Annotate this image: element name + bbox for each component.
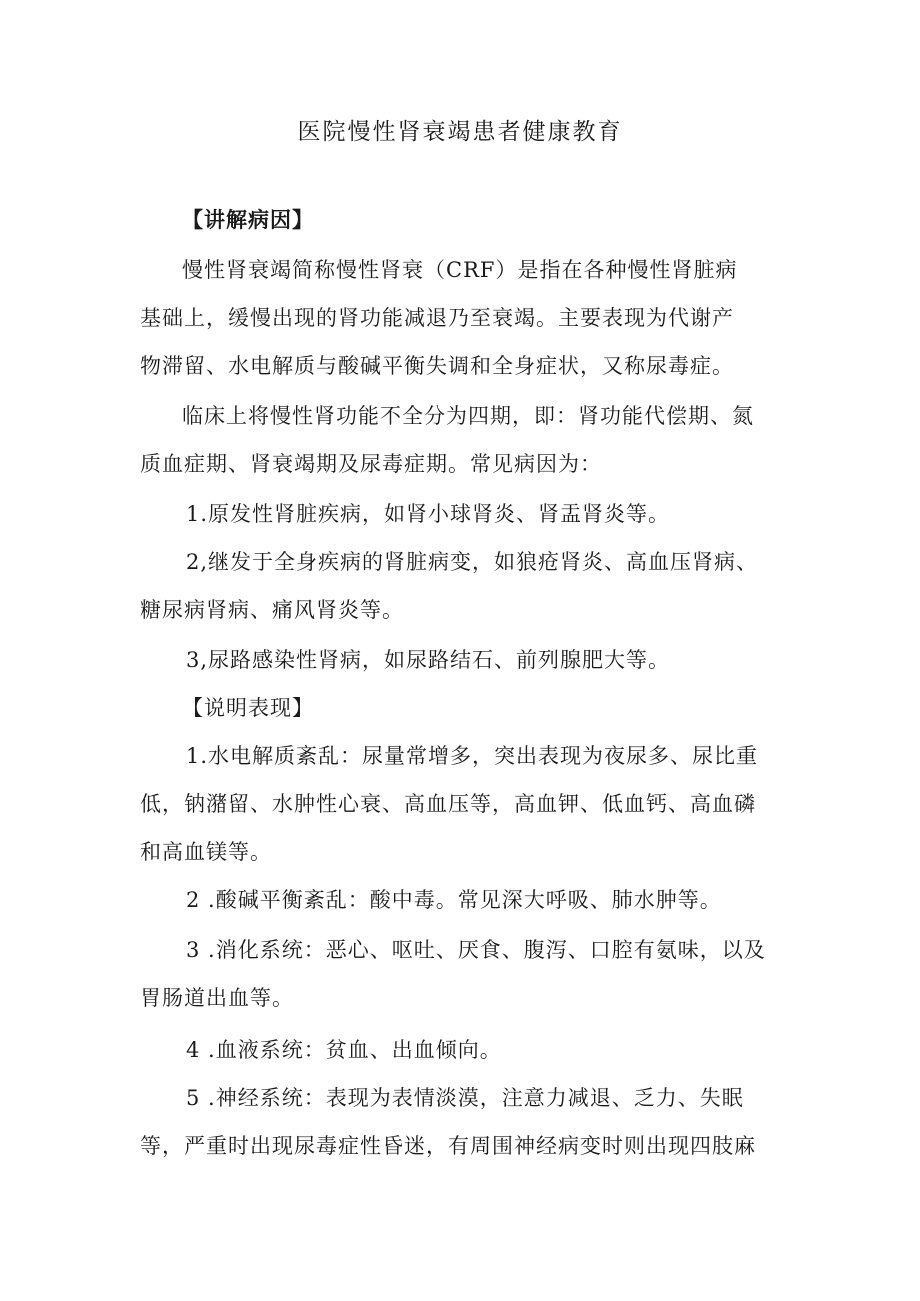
list-item-continuation: 糖尿病肾病、痛风肾炎等。	[140, 598, 404, 622]
list-item: 2 .酸碱平衡紊乱：酸中毒。常见深大呼吸、肺水肿等。	[186, 888, 722, 912]
list-item-continuation: 低，钠潴留、水肿性心衰、高血压等，高血钾、低血钙、高血磷	[140, 792, 756, 816]
list-item: 2,继发于全身疾病的肾脏病变，如狼疮肾炎、高血压肾病、	[186, 550, 759, 574]
list-item-continuation: 和高血镁等。	[140, 840, 272, 864]
paragraph-line: 临床上将慢性肾功能不全分为四期，即：肾功能代偿期、氮	[182, 404, 754, 428]
list-item-continuation: 等，严重时出现尿毒症性昏迷，有周围神经病变时则出现四肢麻	[140, 1134, 756, 1158]
document-title: 医院慢性肾衰竭患者健康教育	[297, 119, 623, 145]
list-item: 5 .神经系统：表现为表情淡漠，注意力减退、乏力、失眠	[186, 1086, 744, 1110]
section-heading-symptoms: 【说明表现】	[182, 696, 314, 720]
list-item-continuation: 胃肠道出血等。	[140, 986, 294, 1010]
list-item: 1.原发性肾脏疾病，如肾小球肾炎、肾盂肾炎等。	[186, 502, 671, 526]
list-item: 1.水电解质紊乱：尿量常增多，突出表现为夜尿多、尿比重	[186, 744, 759, 768]
paragraph-line: 质血症期、肾衰竭期及尿毒症期。常见病因为：	[140, 452, 602, 476]
paragraph-line: 基础上，缓慢出现的肾功能减退乃至衰竭。主要表现为代谢产	[140, 306, 734, 330]
paragraph-line: 慢性肾衰竭简称慢性肾衰（CRF）是指在各种慢性肾脏病	[182, 258, 738, 282]
list-item: 4 .血液系统：贫血、出血倾向。	[186, 1038, 502, 1062]
paragraph-line: 物滞留、水电解质与酸碱平衡失调和全身症状，又称尿毒症。	[140, 354, 734, 378]
list-item: 3,尿路感染性肾病，如尿路结石、前列腺肥大等。	[186, 648, 671, 672]
section-heading-causes: 【讲解病因】	[182, 207, 314, 232]
list-item: 3 .消化系统：恶心、呕吐、厌食、腹泻、口腔有氨味，以及	[186, 938, 766, 962]
